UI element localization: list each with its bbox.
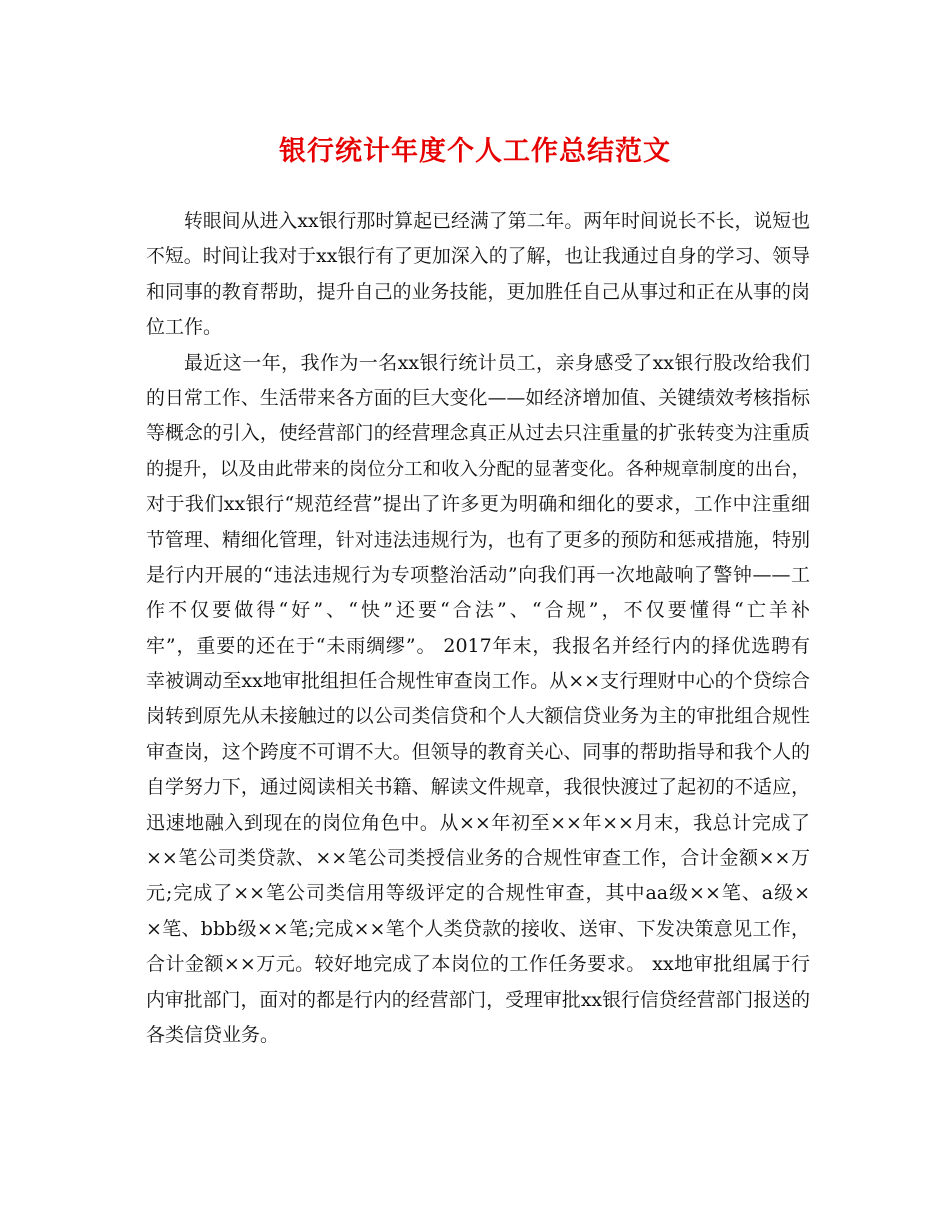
document-body <box>146 204 810 1053</box>
text-line: 最近这一年，我作为一名xx银行统计员工，亲身感受了xx银行股改给我们 <box>184 351 810 374</box>
text-line: 内审批部门，面对的都是行内的经营部门，受理审批xx银行信贷经营部门报送的 <box>146 989 810 1011</box>
text-line: 自学努力下，通过阅读相关书籍、解读文件规章，我很快渡过了起初的不适应， <box>146 776 810 799</box>
text-line: ××笔公司类贷款、××笔公司类授信业务的合规性审查工作，合计金额××万 <box>146 847 810 870</box>
document-title: 银行统计年度个人工作总结范文 <box>279 136 671 167</box>
text-line: 不短。时间让我对于xx银行有了更加深入的了解，也让我通过自身的学习、领导 <box>146 246 810 268</box>
text-line: 岗转到原先从未接触过的以公司类信贷和个人大额信贷业务为主的审批组合规性 <box>146 705 810 728</box>
text-line: 的提升，以及由此带来的岗位分工和收入分配的显著变化。各种规章制度的出台， <box>146 458 810 480</box>
text-line: 位工作。 <box>146 316 223 339</box>
text-line: 对于我们xx银行“规范经营”提出了许多更为明确和细化的要求，工作中注重细 <box>146 493 810 516</box>
text-line: 合计金额××万元。较好地完成了本岗位的工作任务要求。 xx地审批组属于行 <box>146 953 810 976</box>
text-line: 的日常工作、生活带来各方面的巨大变化——如经济增加值、关键绩效考核指标 <box>146 386 810 409</box>
text-line: 迅速地融入到现在的岗位角色中。从××年初至××年××月末，我总计完成了 <box>146 811 810 834</box>
text-line: 节管理、精细化管理，针对违法违规行为，也有了更多的预防和惩戒措施，特别 <box>146 528 810 551</box>
text-line: 幸被调动至xx地审批组担任合规性审查岗工作。从××支行理财中心的个贷综合 <box>146 670 810 693</box>
text-line: 牢”，重要的还在于“未雨绸缪”。 2017年末，我报名并经行内的择优选聘有 <box>146 634 810 657</box>
text-line: 转眼间从进入xx银行那时算起已经满了第二年。两年时间说长不长，说短也 <box>184 211 810 232</box>
text-line: 各类信贷业务。 <box>146 1023 280 1046</box>
text-line: 元;完成了××笔公司类信用等级评定的合规性审查，其中aa级××笔、a级× <box>146 882 810 905</box>
text-line: 作不仅要做得“好”、“快”还要“合法”、“合规”，不仅要懂得“亡羊补 <box>146 599 810 622</box>
text-line: 是行内开展的“违法违规行为专项整治活动”向我们再一次地敲响了警钟——工 <box>146 563 810 586</box>
text-line: 等概念的引入，使经营部门的经营理念真正从过去只注重量的扩张转变为注重质 <box>146 422 810 445</box>
text-line: ×笔、bbb级××笔;完成××笔个人类贷款的接收、送审、下发决策意见工作， <box>146 917 810 940</box>
text-line: 和同事的教育帮助，提升自己的业务技能，更加胜任自己从事过和正在从事的岗 <box>146 280 810 303</box>
text-line: 审查岗，这个跨度不可谓不大。但领导的教育关心、同事的帮助指导和我个人的 <box>146 740 810 763</box>
